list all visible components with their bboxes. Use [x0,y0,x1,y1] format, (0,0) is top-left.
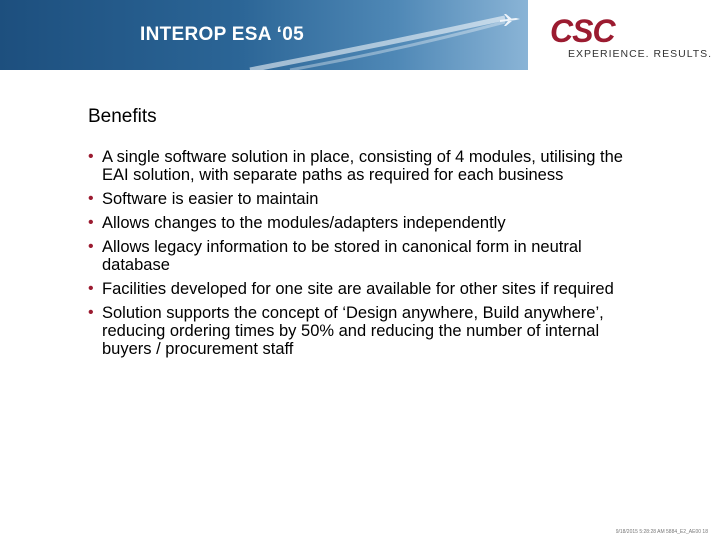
list-item-text: Allows changes to the modules/adapters independently [102,214,506,232]
csc-logo-mark [550,12,700,46]
bullet-icon: • [88,304,94,321]
list-item-text: A single software solution in place, consisting of 4 modules, utilising the EAI solution, with separate paths as required for each business [102,148,623,184]
svg-text:CSC: CSC [550,13,615,46]
logo-tagline: EXPERIENCE. RESULTS. [568,48,713,60]
slide-title: INTEROP ESA ‘05 [140,24,304,45]
list-item-text: Facilities developed for one site are available for other sites if required [102,280,614,298]
airplane-icon [500,14,520,26]
list-item-text: Allows legacy information to be stored in canonical form in neutral database [102,238,582,274]
list-item [88,214,648,232]
bullet-icon: • [88,214,94,231]
list-item [88,280,648,298]
bullet-icon: • [88,148,94,165]
list-item-text: Software is easier to maintain [102,190,319,208]
benefits-list [88,148,648,364]
bullet-icon: • [88,190,94,207]
list-item [88,148,648,184]
list-item-text: Solution supports the concept of ‘Design anywhere, Build anywhere’, reducing ordering times by 50% and reducing the number of internal buyers / procurement staff [102,304,604,358]
bullet-icon: • [88,238,94,255]
title-banner [0,0,528,70]
section-heading: Benefits [88,106,157,127]
bullet-icon: • [88,280,94,297]
list-item [88,238,648,274]
list-item [88,304,648,358]
list-item [88,190,648,208]
slide-footer: 9/18/2015 5:28:28 AM 5884_E2_AE00 18 [615,529,708,535]
csc-logo [548,12,713,64]
